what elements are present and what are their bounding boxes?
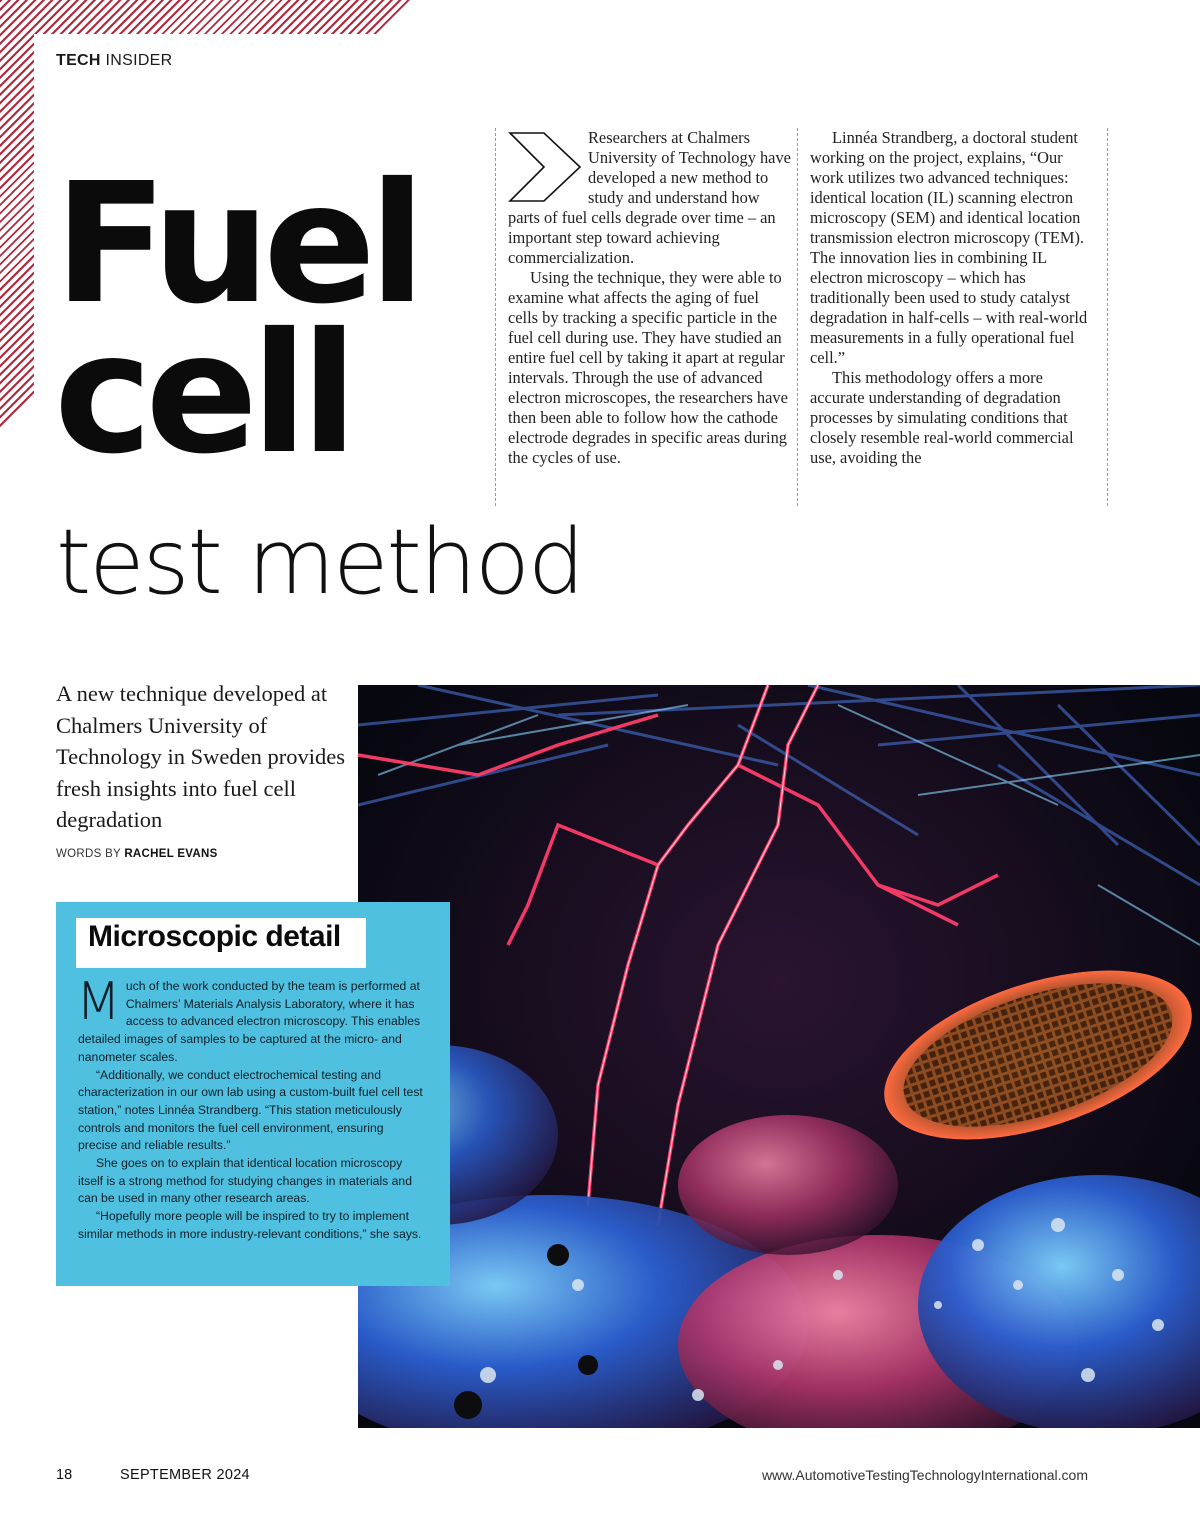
website-url: www.AutomotiveTestingTechnologyInternational.com bbox=[761, 1467, 1088, 1483]
byline-prefix: WORDS BY bbox=[56, 848, 125, 860]
fuel-cell-illustration bbox=[358, 685, 1200, 1428]
section-label-rest: INSIDER bbox=[100, 52, 173, 69]
byline-author: RACHEL EVANS bbox=[124, 848, 218, 860]
hero-image bbox=[358, 685, 1200, 1428]
standfirst: A new technique developed at Chalmers University of Technology in Sweden provides fresh insights into fuel cell degradation bbox=[56, 681, 345, 832]
headline-line-2: cell bbox=[54, 298, 351, 491]
sidebar-paragraph-text: uch of the work conducted by the team is performed at Chalmers’ Materials Analysis Laboratory, where it has access to advanced electron microscopy. This enables detailed images of samples to be captured at the micro- and nanometer scales. bbox=[78, 979, 421, 1064]
page-number: 18 bbox=[56, 1467, 73, 1483]
headline-line-1: Fuel bbox=[54, 148, 419, 341]
sidebar-paragraph: “Hopefully more people will be inspired to try to implement similar methods in more industry-relevant conditions,” she says. bbox=[78, 1209, 422, 1241]
section-label bbox=[56, 52, 173, 70]
sidebar-paragraph bbox=[76, 972, 424, 1067]
headline bbox=[54, 148, 419, 491]
body-paragraph: This methodology offers a more accurate understanding of degradation processes by simulating conditions that closely resemble real-world commercial use, avoiding the bbox=[810, 368, 1074, 467]
body-paragraph: Researchers at Chalmers University of Technology have developed a new method to study and understand how parts of fuel cells degrade over time – an important step toward achieving commercialization. bbox=[508, 128, 791, 267]
chevron-icon bbox=[508, 130, 582, 204]
body-column-2 bbox=[797, 128, 1108, 506]
issue-date: SEPTEMBER 2024 bbox=[120, 1467, 250, 1483]
sidebar-paragraph: “Additionally, we conduct electrochemical testing and characterization in our own lab using a custom-built fuel cell test station,” notes Linnéa Strandberg. “This station meticulously controls and monitors the fuel cell environment, ensuring precise and reliable results.” bbox=[78, 1067, 423, 1153]
body-column-1 bbox=[495, 128, 791, 506]
section-label-bold: TECH bbox=[56, 52, 101, 69]
headline-subline: test method bbox=[56, 510, 584, 615]
byline bbox=[56, 848, 218, 860]
drop-cap: M bbox=[76, 972, 121, 1032]
body-paragraph: Using the technique, they were able to examine what affects the aging of fuel cells by tracking a specific particle in the fuel cell during use. They have studied an entire fuel cell by taking it apart at regular intervals. Through the use of advanced electron microscopes, the researchers have then been able to follow how the cathode electrode degrades in specific areas during the cycles of use. bbox=[508, 268, 788, 467]
sidebar-body bbox=[76, 972, 424, 1244]
body-paragraph: Linnéa Strandberg, a doctoral student working on the project, explains, “Our work utilizes two advanced techniques: identical location (IL) scanning electron microscopy (SEM) and identical location transmission electron microscopy (TEM). The innovation lies in combining IL electron microscopy – which has traditionally been used to study catalyst degradation in half-cells – with real-world measurements in a fully operational fuel cell.” bbox=[810, 128, 1088, 367]
sidebar-title: Microscopic detail bbox=[88, 920, 341, 953]
sidebar-paragraph: She goes on to explain that identical location microscopy itself is a strong method for studying changes in materials and can be used in many other research areas. bbox=[78, 1156, 412, 1206]
